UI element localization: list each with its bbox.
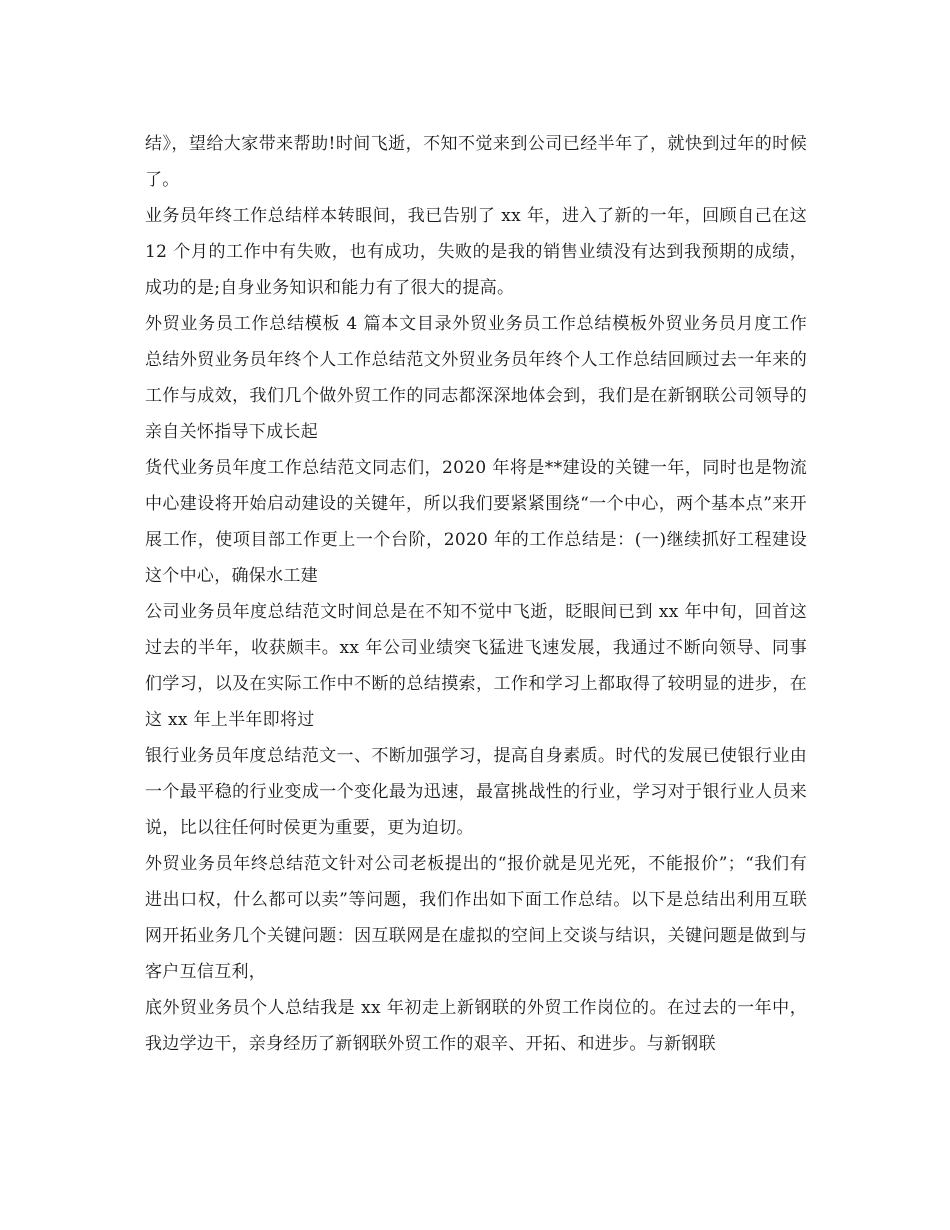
paragraph-2: 业务员年终工作总结样本转眼间，我已告别了 xx 年，进入了新的一年，回顾自己在这 12 个月的工作中有失败，也有成功，失败的是我的销售业绩没有达到我预期的成绩，成功的是;自身业务知识和能力有了很大的提高。 [145, 206, 807, 298]
paragraph-1: 结》，望给大家带来帮助!时间飞逝，不知不觉来到公司已经半年了，就快到过年的时候了。 [145, 134, 807, 190]
paragraph-7: 外贸业务员年终总结范文针对公司老板提出的“报价就是见光死，不能报价”；“我们有进出口权，什么都可以卖”等问题，我们作出如下面工作总结。以下是总结出利用互联网开拓业务几个关键问题：因互联网是在虚拟的空间上交谈与结识，关键问题是做到与客户互信互利， [145, 854, 807, 982]
paragraph-8: 底外贸业务员个人总结我是 xx 年初走上新钢联的外贸工作岗位的。在过去的一年中，我边学边干，亲身经历了新钢联外贸工作的艰辛、开拓、和进步。与新钢联 [145, 998, 807, 1054]
paragraph-6: 银行业务员年度总结范文一、不断加强学习，提高自身素质。时代的发展已使银行业由一个最平稳的行业变成一个变化最为迅速，最富挑战性的行业，学习对于银行业人员来说，比以往任何时侯更为重要，更为迫切。 [145, 746, 807, 838]
paragraph-4: 货代业务员年度工作总结范文同志们，2020 年将是**建设的关键一年，同时也是物流中心建设将开始启动建设的关键年，所以我们要紧紧围绕“一个中心，两个基本点”来开展工作，使项目部工作更上一个台阶，2020 年的工作总结是：(一)继续抓好工程建设这个中心，确保水工建 [145, 458, 807, 586]
paragraph-5: 公司业务员年度总结范文时间总是在不知不觉中飞逝，眨眼间已到 xx 年中旬，回首这过去的半年，收获颇丰。xx 年公司业绩突飞猛进飞速发展，我通过不断向领导、同事们学习，以及在实际工作中不断的总结摸索，工作和学习上都取得了较明显的进步，在这 xx 年上半年即将过 [145, 602, 807, 730]
paragraph-3: 外贸业务员工作总结模板 4 篇本文目录外贸业务员工作总结模板外贸业务员月度工作总结外贸业务员年终个人工作总结范文外贸业务员年终个人工作总结回顾过去一年来的工作与成效，我们几个做外贸工作的同志都深深地体会到，我们是在新钢联公司领导的亲自关怀指导下成长起 [145, 314, 807, 442]
document-body [145, 126, 807, 1062]
